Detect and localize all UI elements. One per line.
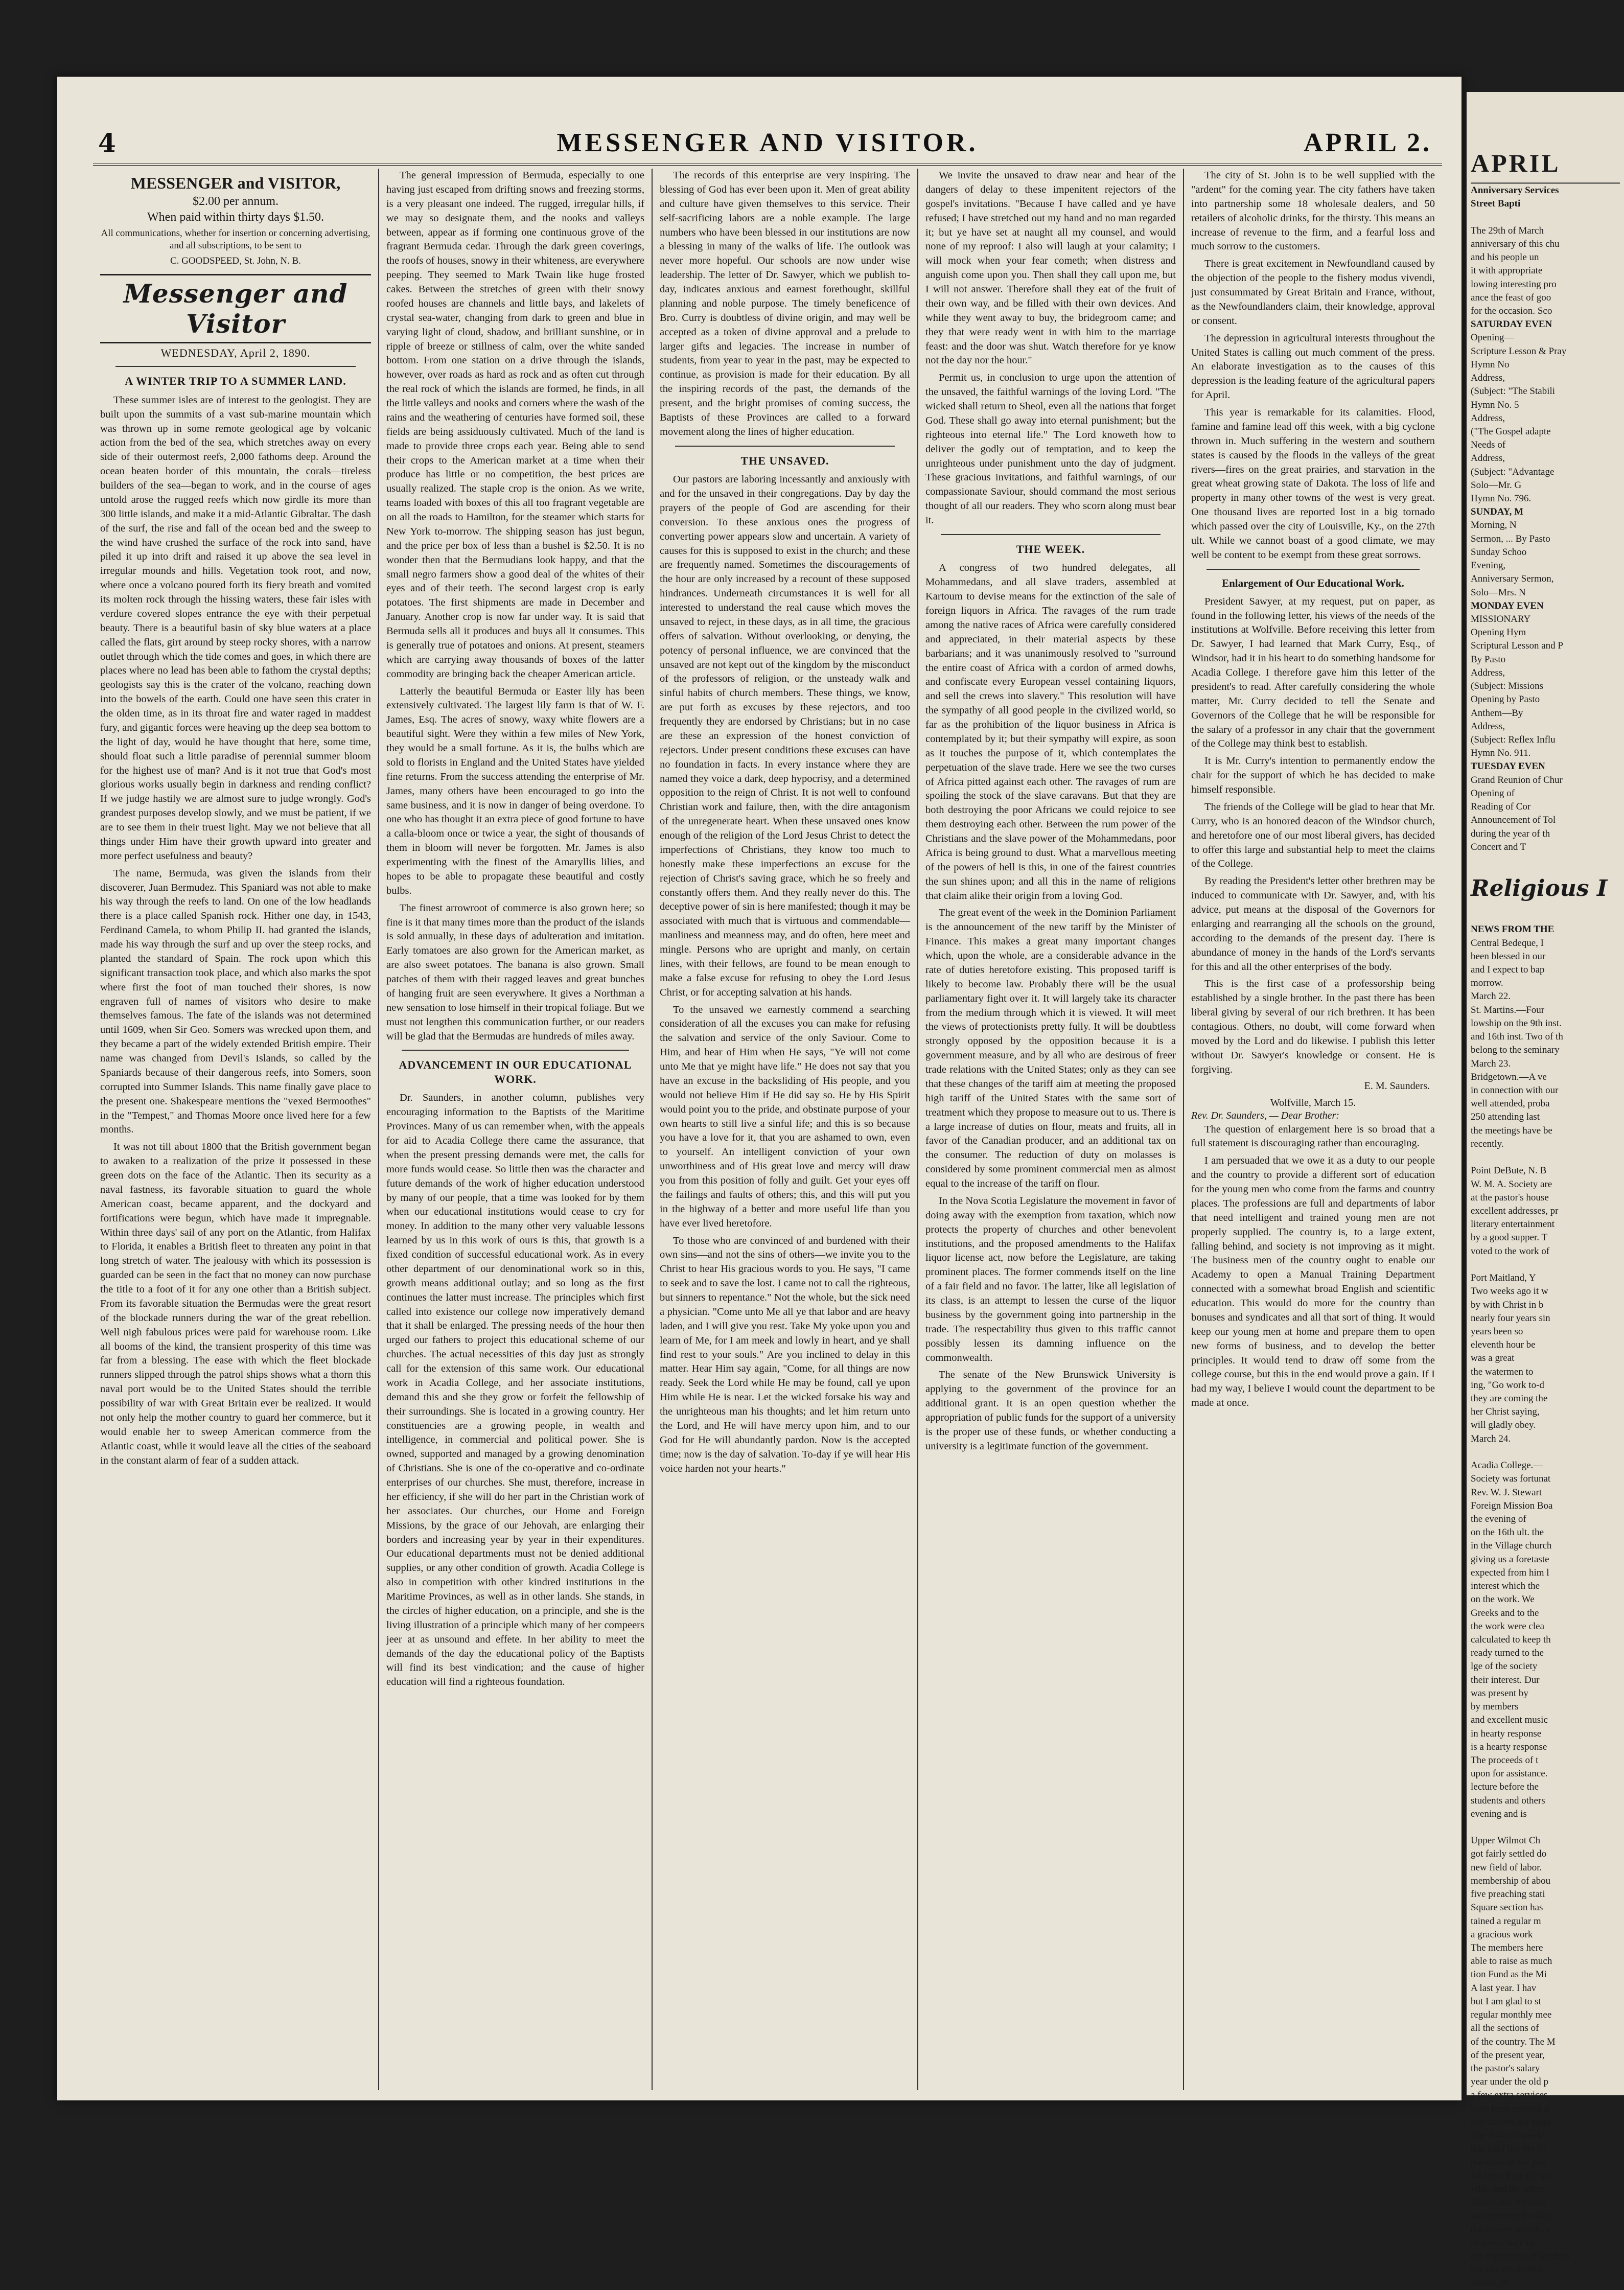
article-paragraph: The great event of the week in the Dominion Parliament is the announcement of the new tariff by the Minister of Finance. This makes a great many important changes which, upon the whole, are a considerable advance in the rate of duties heretofore existing. This proposed tariff is likely to become law. Probably there will be the usual parliamentary fight over it. It will largely take its character from the medium through which it is viewed. It will meet the views of protectionists pretty fully. It will be doubtless strongly opposed by the opposition because it is a government measure, and by all who are desirous of freer trade relations with the United States; only as they can see that these changes of the tariff aim at meeting the proposed high tariff of the United States with the same sort of treatment which they propose to measure out to us. There is a large increase of duties on flour, meats and fruits, all in favor of the Canadian producer, and an additional tax on the consumer. The reduction of duty on molasses is considered by some prominent commercial men as almost equal to the increase of the tariff on flour. <box>925 907 1176 1189</box>
divider <box>402 1050 629 1051</box>
article-title-winter-trip: A WINTER TRIP TO A SUMMER LAND. <box>125 375 346 388</box>
next-page-line: was presented with a <box>1471 2210 1552 2222</box>
next-page-line: regular monthly mee <box>1471 2009 1552 2021</box>
divider <box>1207 569 1420 570</box>
next-page-line: well attended, proba <box>1471 1098 1550 1109</box>
article-paragraph: To those who are convinced of and burdened with their own sins—and not the sins of others—we invite you to the Christ to hear His gracious words to you. He says, "I came to seek and to save the lost. I came not to call the righteous, but sinners to repentance." Not the whole, but the sick need a physician. "Come unto Me all ye that labor and are heavy laden, and I will give you rest. Take My yoke upon you and learn of Me, for I am meek and lowly in heart, and ye shall find rest to your souls." Are you inclined to delay in this matter. Hear Him say again, "Come, for all things are now ready. Seek the Lord while He may be found, call ye upon Him while He is near. Let the wicked forsake his way and the unrighteous man his thoughts; and let him return unto the Lord, and He will have mercy upon him, and to our God for He will abundantly pardon. Now is the accepted time; now is the day of salvation. To-day if ye will hear His voice harden not your hearts." <box>660 1235 910 1474</box>
next-page-line: her Christ saying, <box>1471 1406 1540 1418</box>
next-page-line: Opening by Pasto <box>1471 694 1540 705</box>
next-page-line: Address, <box>1471 373 1505 384</box>
next-page-line: have been revived ir <box>1471 2103 1550 2114</box>
column-4 <box>918 169 1184 2090</box>
next-page-line: A last year. I hav <box>1471 1982 1537 1994</box>
next-page-line <box>1471 211 1620 224</box>
next-page-line: literary entertainment <box>1471 1219 1555 1230</box>
next-page-line: and sinners are enqu <box>1471 2116 1550 2127</box>
next-page-line: March 22. <box>1471 991 1511 1002</box>
article-paragraph: We invite the unsaved to draw near and hear of the dangers of delay to these impenitent rejectors of the gospel's invitations. "Because I have called and ye have refused; I have stretched out my hand and no man regarded it; but ye have set at naught all my counsel, and would none of my reproof: I also will laugh at your calamity; I will mock when your fear cometh; when distress and anguish come upon you. Then shall they call upon me, but I will not answer. Therefore shall they eat of the fruit of their own way, and be filled with their own devices. And while they went away to buy, the bridegroom came; and they that were ready went in with him to the marriage feast: and the door was shut. Watch therefore for ye know not the day nor the hour." <box>925 170 1176 366</box>
next-page-line: Morning, N <box>1471 520 1517 531</box>
next-page-line: the souls of the peo <box>1471 2157 1546 2168</box>
column-1 <box>93 169 379 2090</box>
next-page-line: at the pastor's house <box>1471 1192 1549 1203</box>
next-page-line: upon for assistance. <box>1471 1768 1548 1779</box>
next-page-line <box>1471 854 1620 867</box>
next-page-line: (Subject: "Advantage <box>1471 466 1555 477</box>
divider <box>115 366 356 367</box>
next-page-line: was a great <box>1471 1353 1515 1364</box>
article-paragraph: The finest arrowroot of commerce is also grown here; so fine is it that many times more than the product of the islands is sold annually, in these days of adulteration and imitation. Early tomatoes are also grown for the American market, as are also sweet potatoes. The banana is also grown. Small patches of them with their ragged leaves and great bunches of hanging fruit are seen everywhere. It gives a Northman a new sensation to lose himself in their tropical foliage. But we must not lengthen this communication further, or our readers will be glad that the Bermudas are hundreds of miles away. <box>386 902 644 1042</box>
next-page-line: lecture before the <box>1471 1782 1539 1793</box>
next-page-line: they are coming the <box>1471 1393 1548 1404</box>
next-page-line <box>1471 1446 1620 1459</box>
next-page-line: Two weeks ago it w <box>1471 1286 1548 1297</box>
next-page-line: ("The Gospel adapte <box>1471 426 1551 437</box>
next-page-line: Grand Reunion of Chur <box>1471 774 1563 785</box>
article-paragraph: It was not till about 1800 that the British government began to awaken to a realization of the prize it possessed in these green dots on the face of the Atlantic. Then its security as a naval fastness, its favorable situation to guard the whole American coast, became apparent, and the dockyard and fortifications were begun, which have made it impregnable. Within three days' sail of any port on the Atlantic, from Halifax to Florida, it enables a British fleet to threaten any point in that long stretch of water. The jealousy with which its possession is guarded can be seen in the fact that no money can now purchase the title to a foot of it for any one other than a British subject. From its favorable situation the Bermudas were the great resort of the blockade runners during the war of the great rebellion. Well nigh fabulous prices were paid for warehouse room. Like all booms of the kind, the transient prosperity of this time was far from a blessing. The ease with which the fleet blockade runners slipped through the patrol ships shows what a thorn this naval port would be to the United States should the terrible possibility of war with Great Britain ever be realized. It would not only help the mother country to guard her commerce, but it would enable her to sweep American commerce from the Atlantic coast, while it would leave all the cities of the seaboard in the constant alarm of fear of a sudden attack. <box>100 1141 371 1466</box>
next-page-line: of a very nice la <box>1471 2237 1534 2248</box>
next-page-line: tion Fund as the Mi <box>1471 1969 1547 1980</box>
next-page-line: Central Bedeque, I <box>1471 937 1544 949</box>
masthead-publisher: C. GOODSPEED, St. John, N. B. <box>170 255 301 266</box>
next-page-line: Announcement of Tol <box>1471 815 1556 826</box>
column-3 <box>653 169 918 2090</box>
next-page-line: March 24. <box>1471 1433 1511 1444</box>
next-page-line: in hearty response <box>1471 1728 1542 1739</box>
next-page-line: Solo—Mrs. N <box>1471 587 1526 598</box>
next-page-line: years been so <box>1471 1326 1523 1337</box>
next-page-line: (Subject: Reflex Influ <box>1471 734 1556 745</box>
next-page-line: and his people un <box>1471 252 1539 263</box>
next-page-line: for the occasion. Sco <box>1471 305 1552 316</box>
next-page-header: APRIL <box>1471 148 1620 184</box>
next-page-line: it with appropriate <box>1471 265 1543 276</box>
article-paragraph: The records of this enterprise are very inspiring. The blessing of God has ever been upon it. Men of great ability and culture have given themselves to this service. Their self-sacrificing labors are a noble example. The large numbers who have been blessed in our institutions are now a blessing in many of the walks of life. The outlook was never more hopeful. Our schools are now under wise leadership. The letter of Dr. Sawyer, which we publish to-day, indicates anxious and earnest forethought, skillful planning and noble purpose. The timely beneficence of Bro. Curry is doubtless of divine origin, and may well be accepted as a token of divine approval and a prelude to larger gifts and legacies. The increase in number of students, from year to year in the past, may be expected to continue, as provision is made for their education. By all the inspiring records of the past, the demands of the present, and the bright promises of coming success, the Baptists of these Provinces are called to a forward movement along the lines of higher education. <box>660 170 910 437</box>
signature: E. M. Saunders. <box>1364 1080 1430 1092</box>
next-page-line: recently. <box>1471 1138 1504 1149</box>
next-page-line: Address, <box>1471 721 1505 732</box>
next-page-line: tained a regular m <box>1471 1915 1541 1927</box>
article-paragraph: The name, Bermuda, was given the islands from their discoverer, Juan Bermudez. This Spaniard was not able to make his way through the reefs to land. On one of the low headlands there is a place called Spanish rock. Hither one day, in 1543, Ferdinand Camela, to whom Philip II. had granted the islands, made his way through the surf and up over the steep rocks, and planted the standard of Spain. The rock upon which this significant transaction took place, and which also marks the spot where first the foot of man touched their shores, is now engraven full of names of visitors who desire to make themselves famous. The fate of the islands was not determined until 1609, when Sir Geo. Somers was wrecked upon them, and they became a part of the widely extended British empire. Their name was changed from Devil's Islands, so called by the Spaniards because of their dangerous reefs, into Somers, soon corrupted into Summer Islands. This name finally gave place to the present one. Shakespeare mentions the "vexed Bermoothes" in the "Tempest," and Thomas Moore once lived here for a few months. <box>100 867 371 1136</box>
next-page-line: their interest. Dur <box>1471 1674 1540 1685</box>
next-page-line: Upper Wilmot Ch <box>1471 1835 1541 1846</box>
next-page-line: excellent addresses, pr <box>1471 1205 1559 1216</box>
masthead-price-early: When paid within thirty days $1.50. <box>147 211 324 224</box>
next-page-line: calculated to keep th <box>1471 1634 1551 1645</box>
next-page-line: Reading of Cor <box>1471 801 1531 813</box>
article-paragraph: This is the first case of a professorship being established by a single brother. In the past there has been liberal giving by several of our rich brethren. It has been contagious. Others, no doubt, will come forward when moved by the Lord and do likewise. I publish this letter without Dr. Sawyer's knowledge or consent. He is forgiving. <box>1191 978 1435 1075</box>
next-page-line: The dark six weeks <box>1471 2130 1546 2141</box>
next-page-line: March 23. <box>1471 1058 1511 1069</box>
next-page-line: the pastor's salary <box>1471 2063 1540 2074</box>
next-page-line: eleventh hour be <box>1471 1339 1536 1351</box>
next-page-line: in the Village church <box>1471 1540 1552 1552</box>
next-page-line: W. M. A. Society are <box>1471 1178 1552 1190</box>
next-page-line: the evening of <box>1471 1514 1526 1524</box>
article-paragraph: It is Mr. Curry's intention to permanently endow the chair for the support of which he has decided to make himself responsible. <box>1191 755 1435 795</box>
article-paragraph: President Sawyer, at my request, put on paper, as found in the following letter, his views of the needs of the institutions at Wolfville. Before receiving this letter from Dr. Sawyer, I had learned that Mark Curry, Esq., of Windsor, had it in his heart to do something handsome for Acadia College. I therefore gave him this letter of the president's to read. After carefully considering the whole matter, Mr. Curry decided to tell the Senate and Governors of the College that he will be responsible for the salary of a professor in any chair that the government of the College may think best to establish. <box>1191 595 1435 750</box>
newspaper-title: MESSENGER AND VISITOR. <box>556 128 979 157</box>
next-page-line: a few extra services <box>1471 2090 1548 2101</box>
next-page-section-title: Religious I <box>1471 875 1608 902</box>
next-page-line: year under the old p <box>1471 2076 1548 2088</box>
next-page-line: students and others <box>1471 1795 1545 1806</box>
next-page-line: Solo—Mr. G <box>1471 479 1522 491</box>
next-page-line: giving us a foretaste <box>1471 1554 1549 1565</box>
next-page-line: Greeks and to the <box>1471 1607 1539 1618</box>
article-paragraph: By reading the President's letter other brethren may be induced to communicate with Dr. Sawyer, and, with his advice, put means at the disposal of the Governors for enlarging and rearranging all the schools on the ground, according to the demands of the present day. There is abundance of money in the hands of the Lord's servants for this and all the other enterprises of the body. <box>1191 875 1435 973</box>
place-date: Wolfville, March 15. <box>1270 1097 1356 1108</box>
next-page-line: lowship on the 9th inst. <box>1471 1017 1562 1029</box>
next-page-line: by with Christ in b <box>1471 1299 1544 1310</box>
next-page-line: ville, and the other <box>1471 2183 1544 2194</box>
next-page-line: Address, <box>1471 667 1505 678</box>
next-page-line: Hymn No. 796. <box>1471 493 1532 504</box>
next-page-line: evening and is <box>1471 1808 1527 1819</box>
article-paragraph: The depression in agricultural interests throughout the United States is calling out much comment of the press. An elaborate investigation as to the causes of this depression is the leading feature of the agricultural papers for April. <box>1191 332 1435 401</box>
next-page-line <box>1471 1151 1620 1164</box>
next-page-line: Anthem—By <box>1471 707 1523 719</box>
next-page-line: TUESDAY EVEN <box>1471 761 1545 772</box>
next-page-partial <box>1467 92 1624 2288</box>
article-paragraph: A congress of two hundred delegates, all Mohammedans, and all slave traders, assembled at Kartoum to devise means for the extinction of the sale of foreign liquors in Africa. The ravages of the rum trade among the native races of Africa were carefully considered and appreciated, in their material aspects by these barbarians; and it was unanimously resolved to "surround the entire coast of Africa with a cordon of armed dowhs, and confiscate every European vessel containing liquors, and sell the crews into slavery." This resolution will have the sympathy of all good people in the civilized world, so far as the prohibition of the liquor business in Africa is contemplated by it; but their sympathy will expire, as soon as it touches the purpose of it, which contemplates the perpetuation of the slave trade. Here we see the two curses of Africa pitted against each other. The ravages of rum are spoiling the stock of the slave caravans. But that they are both destroying the poor Africans we could rejoice to see them destroying each other. Between the rum power of the Christians and the slave power of the Mohammedans, poor Africa is being ground to dust. What a marvellous meeting of the powers of hell is this, in one of the fairest countries the sun shines upon; and all this in the name of religions that claim alike their origin from a loving God. <box>925 562 1176 901</box>
next-page-line: Acadia College.— <box>1471 1460 1543 1471</box>
next-page-line: and excellent music <box>1471 1715 1548 1726</box>
next-page-line: Port Maitland, Y <box>1471 1273 1536 1284</box>
next-page-line: Square section has <box>1471 1902 1543 1913</box>
next-page-line: St. Martins.—Four <box>1471 1004 1545 1015</box>
article-paragraph: There is great excitement in Newfoundland caused by the objection of the people to the fishery modus vivendi, just consummated by Great Britain and France, without, as the Newfoundlanders claim, their knowledge, approval or consent. <box>1191 258 1435 327</box>
next-page-line: Scriptural Lesson and P <box>1471 640 1564 652</box>
divider <box>941 534 1161 535</box>
article-paragraph: These summer isles are of interest to the geologist. They are built upon the summits of a vast sub-marine mountain which was thrown up in some remote geological age by volcanic action from the bed of the sea, which stretches away on every side of their outermost reefs, 2,000 fathoms deep. Around the ocean beaten border of this mountain, the corals—tireless builders of the sea—began to work, and in the course of ages untold arose the rugged reefs which now girdle its more than 300 little islands, and make it a mid-Atlantic Gibraltar. The dash of the surf, the rise and fall of the ocean bed and the sweep to the wind have crushed the surface of the rock into sand, have piled it up into drift and raised it up above the sea level in irregular mounds and hills. Vegetation took root, and now, where once a volcano poured forth its fiery breath and vomited its molten rock through the hissing waters, these fair isles with verdure covered slopes entrance the eye with their perpetual beauty. There is a beautiful basin of sky blue waters at a place called the flats, girt around by steep rocky shores, with a narrow outlet through which the tide comes and goes, in which there are places where no lead has been able to fathom the crystal depths; geologists say this is the crater of the volcano, reaching down into the bowels of the earth. Could one have seen this crater in the olden time, as in its throat fire and water raged in maddest fury, and gigantic forces were heaving up the deep sea bottom to the light of day, would he have thought that here, some time, should float such a little paradise of perennial summer bloom for the highest use of man? And is it not true that God's most glorious works usually begin in darkness and rending conflict? If we judge hastily we are almost sure to judge wrongly. God's grandest purposes develop slowly, and we must be patient, if we are to see them in their truest light. May we not believe that all things under Him have their growth upward into greater and more perfect usefulness and beauty? <box>100 394 371 862</box>
next-page-line: by a good supper. T <box>1471 1232 1548 1243</box>
article-paragraph: Latterly the beautiful Bermuda or Easter lily has been extensively cultivated. The largest lily farm is that of W. F. James, Esq. The acres of snowy, waxy white flowers are a beautiful sight. Were they within a few miles of New York, they would be a small fortune. As it is, the bulbs which are sold to florists in England and the United States have yielded fine returns. From the success attending the enterprise of Mr. James, many others have been encouraged to go into the same business, and it is now in danger of being overdone. To one who has thought it an extra piece of good fortune to have a calla-bloom once or twice a year, the sight of thousands of them in bloom will never be forgotten. Mr. James is also experimenting with the finest of the Amaryllis lilies, and hopes to be able to propagate these beautiful and costly bulbs. <box>386 685 644 896</box>
next-page-line: this field has but lit <box>1471 2143 1546 2155</box>
newspaper-page <box>57 77 1461 2100</box>
next-page-line: five preaching stati <box>1471 1889 1545 1900</box>
next-page-line: Address, <box>1471 453 1505 464</box>
next-page-line: anniversary of this chu <box>1471 238 1560 249</box>
next-page-line: the present month, a <box>1471 2224 1550 2235</box>
article-paragraph: Dr. Saunders, in another column, publishes very encouraging information to the Baptists of the Maritime Provinces. Many of us can remember when, with the appeals for aid to Acadia College there came the assurance, that when the present pressing demands were met, the calls for more funds would cease. So little then was the character and future demands of the work of higher education understood by many of our people, that a time was looked for by them when our educational institutions would cease to cry for money. In addition to the many other very valuable lessons learned by us in this work of ours is this, that growth is a fixed condition of successful educational work. As in every other department of our denominational work so in this, growth means additional outlay; and so long as the first continues the latter must increase. The principles which first called into existence our college now imperatively demand that it shall be enlarged. The pressing needs of the hour then urged our fathers to project this educational scheme of our churches. The actual necessities of this day just as strongly call for the extension of this same work. Our educational work in Acadia College, and her associate institutions, demand this and she they grow or forfeit the fellowship of their surroundings. She is located in a growing country. Her constituencies are a growing people, in wealth and intelligence, in commercial and political power. She is owned, supported and managed by a growing denomination of Christians. She is one of the co-operative and co-ordinate enterprises of our churches. She must, therefore, increase in her efficiency, if she will do her part in the Christian work of her associates. Our churches, our Home and Foreign Missions, by the grace of our Jehovah, are enlarging their borders and increasing year by year in their expenditures. Our educational departments must not be denied additional supplies, or any other condition of growth. Acadia College is also in competition with other kindred institutions in the Maritime Provinces, as well as in other lands. She stands, in the circles of higher education, on a principle, and she is the living illustration of a principle which many of her compeers jeer at as unsound and effete. In her ability to meet the demands of the day the educational policy of the Baptists will find its best vindication; and the cause of higher education will find a righteous foundation. <box>386 1092 644 1688</box>
article-title-unsaved: THE UNSAVED. <box>740 454 829 467</box>
next-page-line: by members <box>1471 1701 1519 1713</box>
next-page-line: Address, <box>1471 412 1505 424</box>
masthead-note: All communications, whether for insertion or concerning advertising, and all subscriptions, to be sent to <box>101 228 370 251</box>
next-page-line: Anniversary Services <box>1471 185 1559 196</box>
masthead-title: MESSENGER and VISITOR, <box>130 174 341 192</box>
next-page-line <box>1471 1821 1620 1834</box>
masthead-fancy-title: Messenger and Visitor <box>100 274 371 343</box>
masthead-price: $2.00 per annum. <box>193 195 279 208</box>
article-paragraph: The general impression of Bermuda, especially to one having just escaped from drifting snows and freezing storms, is a very pleasant one indeed. The rugged, irregular hills, if we may so designate them, and the nooks and valleys between, appear as if forming one continuous grove of the fragrant Bermuda cedar. Through the dark green coverings, the roofs of houses, snowy in their whiteness, are everywhere peeping. They seemed to Mark Twain like huge frosted cakes. Between the stretches of green with their snowy roofed houses are channels and little bays, and lakelets of crystal sea-water, changing from dark to green and blue in varying light of cloud, shadow, and brilliant sunshine, or in ripple of breeze or stillness of calm, over the white sanded bottom. From one station on a drive through the islands, however, over roads as hard as rock and as often cut through the real rock of which the islands are formed, he finds, in all the little valleys and nooks and corners where the wash of the rains and the weathering of centuries have formed soil, these fields are being assiduously cultivated. Much of the land is made to provide three crops each year. Being able to send their crops to the American market at a time when their produce has little or no competition, the best prices are usually realized. The staple crop is the onion. As we write, teams loaded with boxes of this all too fragrant vegetable are on all the roads to Hamilton, for the steamer which starts for New York to-morrow. The shipping season has just begun, and the price per box of less than a bushel is $2.50. It is no wonder then that the Bermudians look happy, and that the small negro farmers show a good deal of the whites of their eyes and of their teeth. The second largest crop is early potatoes. The first shipments are made in December and January. Another crop is now far under way. It is said that Bermuda sells all it produces and buys all it consumes. This is generally true of potatoes and onions. At present, steamers which are carrying away thousands of boxes of the latter commodity are bringing back the cheaper American article. <box>386 170 644 680</box>
next-page-line: is a hearty response <box>1471 1741 1547 1752</box>
next-page-line: of the country. The M <box>1471 2036 1556 2047</box>
next-page-line: a gracious work <box>1471 1929 1533 1940</box>
article-paragraph: The city of St. John is to be well supplied with the "ardent" for the coming year. The city fathers have taken into partnership some 18 wholesale dealers, and 50 retailers of alcoholic drinks, for the thirsty. This means an increase of revenue to the firm, and a fearful loss and much sorrow to the customers. <box>1191 170 1435 252</box>
next-page-line: Bridgetown.—A ve <box>1471 1071 1547 1082</box>
column-2 <box>379 169 653 2090</box>
article-paragraph: Our pastors are laboring incessantly and anxiously with and for the unsaved in their congregations. Day by day the prayers of the people of God are ascending for their conversion. To these anxious ones the progress of converting power appears slow and uncertain. A variety of causes for this is supposed to exist in the church; and these are frequently named. Sometimes the discouragements of the hour are only increased by a recount of these supposed hindrances. Underneath circumstances it is well for all interested to understand the real cause which moves the unsaved to reject, in these days, as in all time, the gracious offers of salvation. Without overlooking, or denying, the potency of personal influence, we are convinced that the unsaved are not kept out of the kingdom by the misconduct of the professors of religion, or the unsteady walk and sinful habits of church members. These things, we know, are put forth as excuses by these rejectors, and too frequently they are endorsed by Christians; but in no case are these an expression of the honest conviction of rejectors. Under present conditions these excuses can have no foundation in facts. In every instance where they are named they voice a dark, deep hypocrisy, and a determined opposition to the reign of Christ. It is not well to confound Christian work and failure, then, with the dire antagonism of the unregenerate heart. When these unsaved ones know enough of the religion of the Lord Jesus Christ to detect the imperfections of Christians, they know too much to honestly make these imperfections an excuse for the rejection of Christ's saving grace, which he so freely and constantly offers them. And they really never do this. The deceptive power of sin is here manifested; though it may be associated with much that is virtuous and commendable—manliness and meanness may, and do often, here meet and mingle. Persons who are upright and manly, on certain lines, with their fellows, are found to be mean enough to make a false excuse for refusing to obey the Lord Jesus Christ, or for accepting salvation at his hands. <box>660 474 910 998</box>
next-page-line: in connection with our <box>1471 1085 1559 1096</box>
next-page-line: By Pasto <box>1471 654 1506 665</box>
next-page-body <box>1467 148 1624 2290</box>
next-page-line: lge of the society <box>1471 1661 1538 1672</box>
next-page-line: Point DeBute, N. B <box>1471 1165 1547 1176</box>
next-page-line: MISSIONARY <box>1471 614 1531 624</box>
article-title-advancement: ADVANCEMENT IN OUR EDUCATIONAL WORK. <box>399 1058 632 1085</box>
article-title-enlargement: Enlargement of Our Educational Work. <box>1222 576 1404 589</box>
next-page-line: Opening Hym <box>1471 627 1526 638</box>
next-page-line: but I am glad to st <box>1471 1996 1541 2007</box>
next-page-line: 250 attending last <box>1471 1112 1540 1123</box>
next-page-line: the meetings have be <box>1471 1125 1552 1136</box>
article-paragraph: The friends of the College will be glad to hear that Mr. Curry, who is an honored deacon of the Windsor church, and heretofore one of our most liberal givers, has decided to offer this large and substantial help to meet the claims of the College. <box>1191 801 1435 870</box>
article-paragraph: The question of enlargement here is so broad that a full statement is discouraging rather than encouraging. <box>1191 1123 1435 1149</box>
next-page-line: on the work. We <box>1471 1594 1535 1605</box>
next-page-line: (Subject: "The Stabili <box>1471 386 1556 397</box>
next-page-line: Street Bapti <box>1471 198 1521 210</box>
next-page-line: of the present year, <box>1471 2049 1545 2061</box>
page-header <box>93 128 1442 166</box>
next-page-line: on the 16th ult. the <box>1471 1527 1544 1538</box>
salutation: Rev. Dr. Saunders, — Dear Brother: <box>1191 1109 1339 1121</box>
next-page-line: been blessed in our <box>1471 951 1546 962</box>
next-page-line: Sermon, ... By Pasto <box>1471 533 1550 544</box>
next-page-line: and I expect to bap <box>1471 964 1545 976</box>
next-page-line: Society was fortunat <box>1471 1473 1551 1485</box>
article-paragraph: To the unsaved we earnestly commend a searching consideration of all the excuses you can make for refusing the salvation and service of the only Saviour. Come to Him, and hear of Him when He says, "Ye will not come unto Me that ye might have life." He does not say that you have an excuse in the backsliding of His people, and you would not believe Him if He did say so. He by His Spirit would point you to the pride, and obstinate purpose of your own hearts to still live a sinful life; and this is so because you have a love for it, that you are ashamed to own, even to yourself. An intelligent conviction of your own unworthiness and of His great love and mercy will draw you from this position of folly and guilt. Get your eyes off the failings and faults of others; this, and this will put you in the highway of a better and more useful life than you have ever lived heretofore. <box>660 1004 910 1229</box>
next-page-line: The members here <box>1471 1942 1543 1953</box>
next-page-line: got fairly settled do <box>1471 1848 1547 1860</box>
next-page-line: interest which the <box>1471 1581 1540 1592</box>
next-page-line: Opening of <box>1471 788 1515 799</box>
article-paragraph: Permit us, in conclusion to urge upon the attention of the unsaved, the faithful warnings of the loving Lord. "The wicked shall return to Sheol, even all the nations that forget God. These shall go away into eternal punishment; but the righteous into eternal life." The Lord knoweth how to deliver the godly out of temptation, and to keep the unrighteous under punishment unto the day of judgment. These gracious invitations, and faithful warnings, of our compassionate Saviour, should command the most serious thought of all our readers. They who scorn along must bear it. <box>925 372 1176 526</box>
next-page-line: Sunday Schoo <box>1471 546 1527 558</box>
next-page-line: ready turned to the <box>1471 1648 1544 1659</box>
next-page-line: expected from him l <box>1471 1567 1549 1578</box>
next-page-line: morrow. <box>1471 978 1503 989</box>
next-page-line: new field of labor. <box>1471 1862 1542 1873</box>
article-paragraph: The senate of the New Brunswick University is applying to the government of the province for an additional grant. It is an open question whether the appropriation of public funds for the support of a university is the proper use of these funds, or whether conducting a university is a legitimate function of the government. <box>925 1369 1176 1452</box>
next-page-line: all the sections of <box>1471 2023 1539 2034</box>
next-page-line: MONDAY EVEN <box>1471 600 1544 611</box>
next-page-line: Anniversary Sermon, <box>1471 573 1554 585</box>
next-page-line: ing, "Go work to-d <box>1471 1379 1544 1391</box>
next-page-line: ance the feast of goo <box>1471 292 1551 303</box>
next-page-line: belong to the seminary <box>1471 1045 1560 1056</box>
next-page-line: NEWS FROM THE <box>1471 924 1555 935</box>
next-page-line: Rev. W. J. Stewart <box>1471 1487 1542 1498</box>
next-page-line: SATURDAY EVEN <box>1471 319 1552 330</box>
page-number: 4 <box>98 128 116 158</box>
next-page-line: Concert and T <box>1471 841 1526 852</box>
next-page-line: (Subject: Missions <box>1471 681 1543 692</box>
next-page-line: our sincere thanks. <box>1471 2264 1544 2275</box>
next-page-line: Hymn No. 5 <box>1471 399 1519 410</box>
issue-date: APRIL 2. <box>1304 128 1432 157</box>
next-page-line <box>1471 1258 1620 1271</box>
next-page-line: Scripture Lesson & Pray <box>1471 345 1567 357</box>
divider <box>675 446 895 447</box>
masthead-dateline: WEDNESDAY, April 2, 1890. <box>160 346 311 360</box>
next-page-line: the watermen to <box>1471 1366 1534 1377</box>
next-page-line: able to raise as much <box>1471 1956 1552 1967</box>
article-columns <box>93 169 1442 2090</box>
next-page-line: Albert and Victoria <box>1471 2197 1546 2208</box>
next-page-line: Hymn No. 911. <box>1471 748 1531 759</box>
next-page-line: the expression of kindnes <box>1471 2251 1570 2262</box>
next-page-line: Opening— <box>1471 332 1514 343</box>
next-page-line: membership of abou <box>1471 1875 1551 1886</box>
column-5 <box>1184 169 1442 2090</box>
next-page-line: SUNDAY, M <box>1471 506 1524 518</box>
next-page-line: the work were clea <box>1471 1621 1545 1632</box>
article-paragraph: I am persuaded that we owe it as a duty to our people and the country to provide a different sort of education for the young men who come from the farms and country places. The professions are full and departments of labor that need intelligent and trained young men are not properly supplied. The country is, to a large extent, falling behind, and society is not improving as it might. The business men of the country ought to enable our Academy to open a Manual Training Department connected with a somewhat broad English and scientific education. This would do more for the country than bonuses and syndicates and all that sort of thing. It would keep our young men at home and prepare them to open new forms of business, and to develop the better principles. It would tend to draw off some from the college course, but this in the end would prove a gain. If I had my way, I believe I would count the department to be made at once. <box>1191 1155 1435 1409</box>
next-page-line: The proceeds of t <box>1471 1754 1539 1766</box>
article-title-week: THE WEEK. <box>1016 542 1085 556</box>
next-page-line: Needs of <box>1471 440 1506 451</box>
next-page-line: March 20. <box>1471 2277 1511 2288</box>
next-page-line: Evening, <box>1471 560 1506 571</box>
next-page-line: The 29th of March <box>1471 225 1544 236</box>
next-page-line: lowing interesting pro <box>1471 279 1557 290</box>
next-page-line: voted to the work of <box>1471 1245 1550 1257</box>
next-page-line: Foreign Mission Boa <box>1471 1500 1553 1511</box>
article-paragraph: In the Nova Scotia Legislature the movement in favor of doing away with the exemption from taxation, which now protects the property of churches and other benevolent institutions, and the proposed amendments to the Halifax liquor license act, now before the Legislature, are taking prominent places. The former commends itself on the line of a fair field and no favor. The latter, like all legislation of its class, is an attempt to lessen the curse of the liquor business by the government going into partnership in the trade. The respectability thus given to this traffic cannot possibly lessen its damning influence on the commonwealth. <box>925 1195 1176 1363</box>
next-page-line: for love. Pray for us <box>1471 2170 1549 2181</box>
next-page-line: during the year of th <box>1471 828 1550 839</box>
next-page-line: will gladly obey. <box>1471 1420 1536 1431</box>
next-page-line: and 16th inst. Two of th <box>1471 1031 1563 1043</box>
next-page-line: was present by <box>1471 1687 1528 1699</box>
next-page-line: Hymn No <box>1471 359 1510 370</box>
article-paragraph: This year is remarkable for its calamities. Flood, famine and famine lead off this week, with a big cyclone thrown in. Much suffering in the western and southern states is caused by the floods in the valleys of the great rivers—fires on the great prairies, and starvation in the great wheat growing state of Dakota. The loss of life and property in many other towns of the west is very great. One thousand lives are reported lost in a big tornado which passed over the city of Louisville, Ky., on the 27th ult. While we cannot boast of a good climate, we may well be content to be exempt from these great sorrows. <box>1191 407 1435 561</box>
next-page-line <box>1471 910 1620 923</box>
next-page-line: nearly four years sin <box>1471 1312 1550 1324</box>
